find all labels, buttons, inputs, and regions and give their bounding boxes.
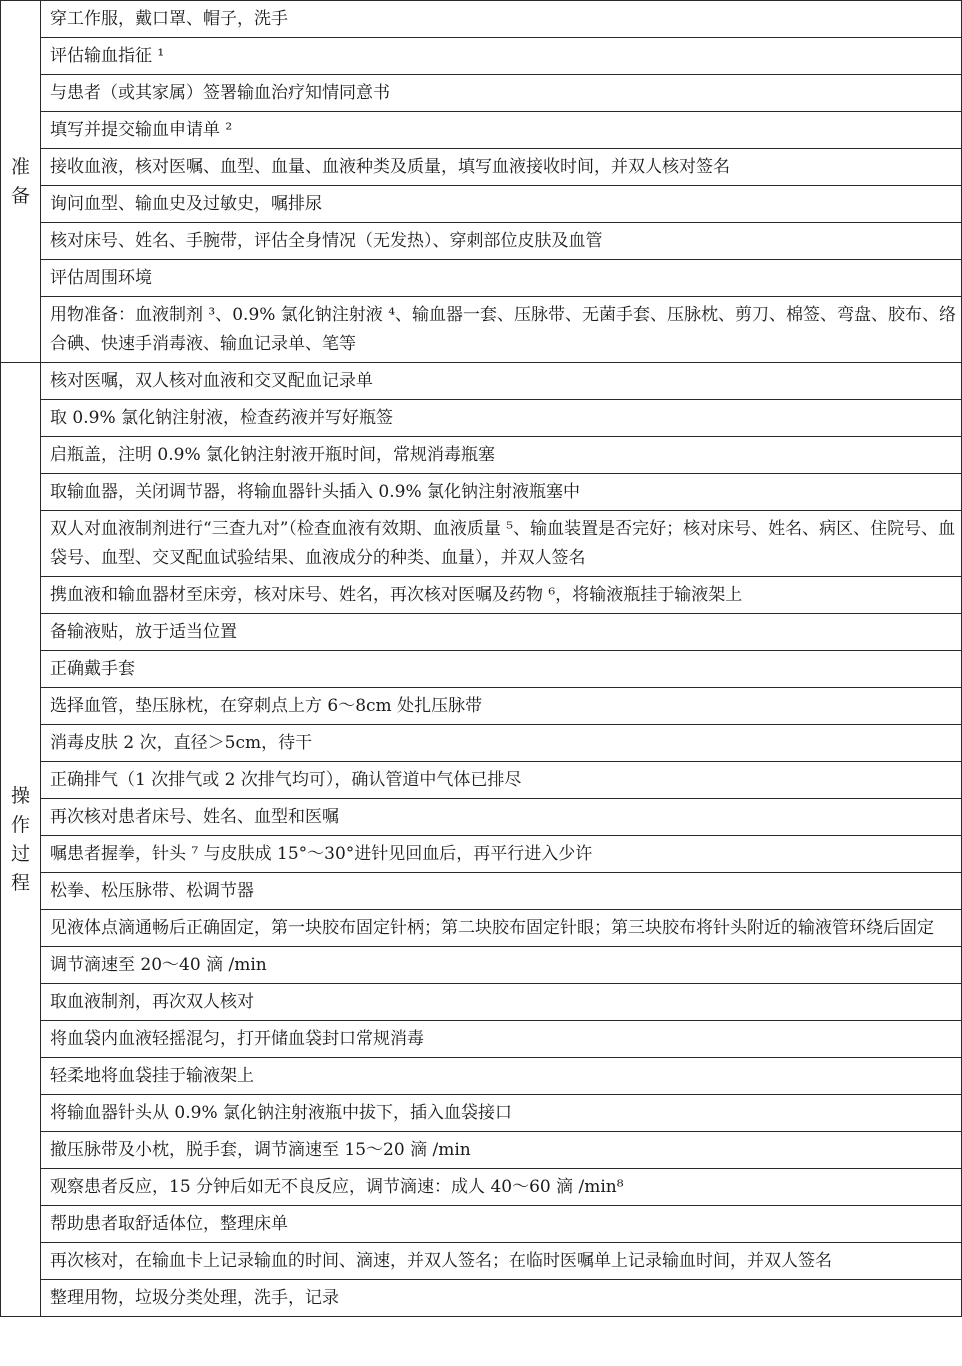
table-row xyxy=(1,1206,962,1243)
step-cell: 穿工作服，戴口罩、帽子，洗手 xyxy=(41,1,962,38)
table-row xyxy=(1,1132,962,1169)
step-cell: 正确戴手套 xyxy=(41,651,962,688)
step-cell: 与患者（或其家属）签署输血治疗知情同意书 xyxy=(41,75,962,112)
table-row xyxy=(1,799,962,836)
table-row xyxy=(1,474,962,511)
step-cell: 轻柔地将血袋挂于输液架上 xyxy=(41,1058,962,1095)
table-row xyxy=(1,223,962,260)
step-cell: 选择血管，垫压脉枕，在穿刺点上方 6～8cm 处扎压脉带 xyxy=(41,688,962,725)
step-cell: 双人对血液制剂进行“三查九对”（检查血液有效期、血液质量 ⁵、输血装置是否完好；核对床号、姓名、病区、住院号、血袋号、血型、交叉配血试验结果、血液成分的种类、血量），并双人签名 xyxy=(41,511,962,577)
table-row xyxy=(1,984,962,1021)
step-cell: 将输血器针头从 0.9% 氯化钠注射液瓶中拔下，插入血袋接口 xyxy=(41,1095,962,1132)
table-row xyxy=(1,873,962,910)
table-row xyxy=(1,1280,962,1317)
step-cell: 核对医嘱，双人核对血液和交叉配血记录单 xyxy=(41,363,962,400)
table-row xyxy=(1,836,962,873)
step-cell: 帮助患者取舒适体位，整理床单 xyxy=(41,1206,962,1243)
table-row xyxy=(1,614,962,651)
step-cell: 接收血液，核对医嘱、血型、血量、血液种类及质量，填写血液接收时间，并双人核对签名 xyxy=(41,149,962,186)
step-cell: 整理用物，垃圾分类处理，洗手，记录 xyxy=(41,1280,962,1317)
table-row xyxy=(1,260,962,297)
step-cell: 消毒皮肤 2 次，直径＞5cm，待干 xyxy=(41,725,962,762)
section-label-char: 程 xyxy=(10,871,30,894)
step-cell: 启瓶盖，注明 0.9% 氯化钠注射液开瓶时间，常规消毒瓶塞 xyxy=(41,437,962,474)
table-row xyxy=(1,1,962,38)
step-cell: 备输液贴，放于适当位置 xyxy=(41,614,962,651)
table-row xyxy=(1,1058,962,1095)
step-cell: 嘱患者握拳，针头 ⁷ 与皮肤成 15°～30°进针见回血后，再平行进入少许 xyxy=(41,836,962,873)
step-cell: 取输血器，关闭调节器，将输血器针头插入 0.9% 氯化钠注射液瓶塞中 xyxy=(41,474,962,511)
table-row xyxy=(1,1021,962,1058)
section-label-char: 过 xyxy=(10,842,30,865)
table-row xyxy=(1,688,962,725)
step-cell: 调节滴速至 20～40 滴 /min xyxy=(41,947,962,984)
step-cell: 询问血型、输血史及过敏史，嘱排尿 xyxy=(41,186,962,223)
step-cell: 撤压脉带及小枕，脱手套，调节滴速至 15～20 滴 /min xyxy=(41,1132,962,1169)
table-row xyxy=(1,400,962,437)
table-row xyxy=(1,1095,962,1132)
table-row xyxy=(1,577,962,614)
procedure-table-body xyxy=(1,1,962,1317)
step-cell: 见液体点滴通畅后正确固定，第一块胶布固定针柄；第二块胶布固定针眼；第三块胶布将针头附近的输液管环绕后固定 xyxy=(41,910,962,947)
step-cell: 评估输血指征 ¹ xyxy=(41,38,962,75)
table-row xyxy=(1,947,962,984)
section-label-char: 作 xyxy=(10,813,30,836)
table-row xyxy=(1,112,962,149)
step-cell: 再次核对，在输血卡上记录输血的时间、滴速，并双人签名；在临时医嘱单上记录输血时间，并双人签名 xyxy=(41,1243,962,1280)
table-row xyxy=(1,910,962,947)
step-cell: 用物准备：血液制剂 ³、0.9% 氯化钠注射液 ⁴、输血器一套、压脉带、无菌手套、压脉枕、剪刀、棉签、弯盘、胶布、络合碘、快速手消毒液、输血记录单、笔等 xyxy=(41,297,962,363)
step-cell: 正确排气（1 次排气或 2 次排气均可），确认管道中气体已排尽 xyxy=(41,762,962,799)
step-cell: 携血液和输血器材至床旁，核对床号、姓名，再次核对医嘱及药物 ⁶，将输液瓶挂于输液架上 xyxy=(41,577,962,614)
table-row xyxy=(1,437,962,474)
step-cell: 取 0.9% 氯化钠注射液，检查药液并写好瓶签 xyxy=(41,400,962,437)
section-label-char: 备 xyxy=(10,184,30,207)
table-row xyxy=(1,38,962,75)
section-label-char: 操 xyxy=(10,784,30,807)
table-row xyxy=(1,186,962,223)
step-cell: 填写并提交输血申请单 ² xyxy=(41,112,962,149)
step-cell: 再次核对患者床号、姓名、血型和医嘱 xyxy=(41,799,962,836)
table-row xyxy=(1,511,962,577)
table-row xyxy=(1,762,962,799)
step-cell: 观察患者反应，15 分钟后如无不良反应，调节滴速：成人 40～60 滴 /min⁸ xyxy=(41,1169,962,1206)
table-row xyxy=(1,725,962,762)
step-cell: 将血袋内血液轻摇混匀，打开储血袋封口常规消毒 xyxy=(41,1021,962,1058)
table-row xyxy=(1,297,962,363)
section-label xyxy=(1,1,41,363)
section-label xyxy=(1,363,41,1317)
step-cell: 核对床号、姓名、手腕带，评估全身情况（无发热）、穿刺部位皮肤及血管 xyxy=(41,223,962,260)
step-cell: 取血液制剂，再次双人核对 xyxy=(41,984,962,1021)
table-row xyxy=(1,1243,962,1280)
step-cell: 松拳、松压脉带、松调节器 xyxy=(41,873,962,910)
table-row xyxy=(1,1169,962,1206)
section-label-char: 准 xyxy=(10,155,30,178)
table-row xyxy=(1,651,962,688)
table-row xyxy=(1,149,962,186)
table-row xyxy=(1,75,962,112)
table-row xyxy=(1,363,962,400)
step-cell: 评估周围环境 xyxy=(41,260,962,297)
